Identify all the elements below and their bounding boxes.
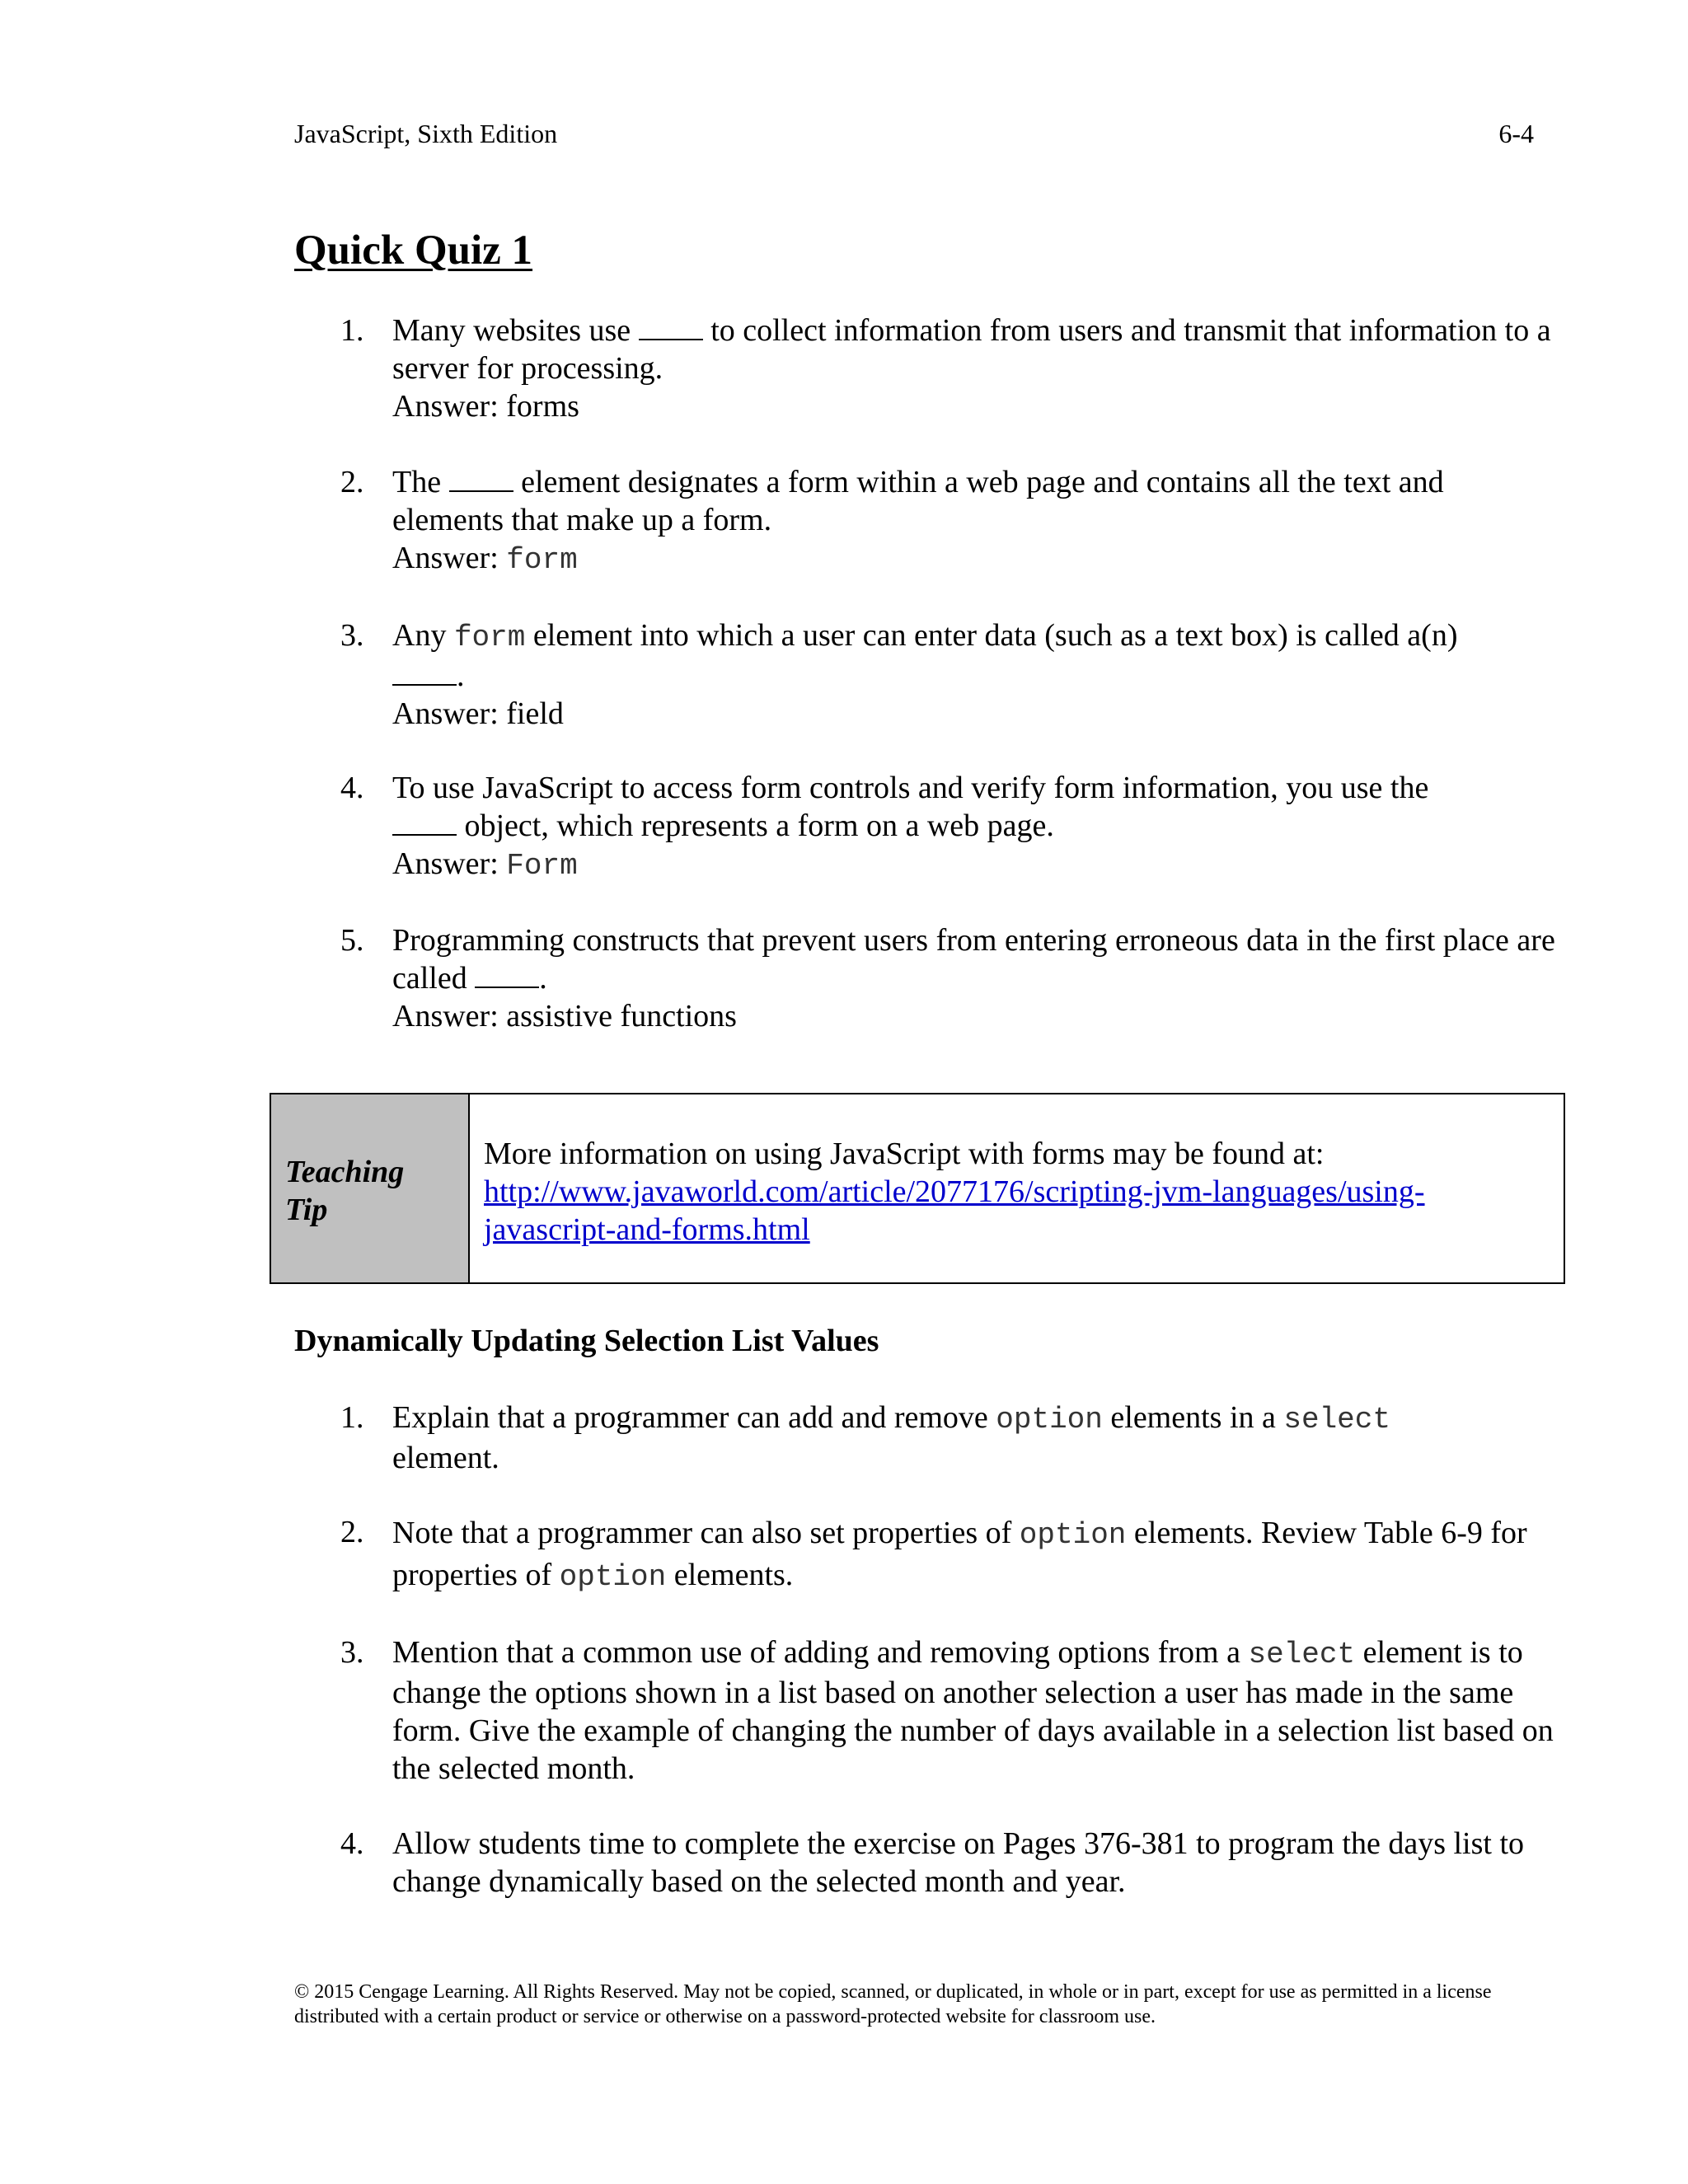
answer-label: Answer: bbox=[392, 846, 499, 881]
inline-code: select bbox=[1283, 1403, 1390, 1436]
inline-code: option bbox=[1019, 1518, 1127, 1552]
question-number: 4. bbox=[340, 771, 364, 805]
item-text: elements. bbox=[673, 1558, 794, 1592]
question-text: Many websites use bbox=[392, 313, 631, 348]
question-body bbox=[392, 616, 1563, 733]
question-text: to collect information from users and transmit that information to a server for processing. bbox=[392, 313, 1551, 386]
teaching-tip-box bbox=[270, 1093, 1565, 1284]
item-body bbox=[392, 1633, 1563, 1788]
question-body bbox=[392, 463, 1563, 579]
book-title: JavaScript, Sixth Edition bbox=[294, 119, 558, 148]
question-body bbox=[392, 769, 1563, 885]
item-body bbox=[392, 1825, 1563, 1900]
answer-label: Answer: bbox=[392, 696, 499, 731]
answer-label: Answer: bbox=[392, 999, 499, 1033]
answer-text: field bbox=[506, 696, 564, 731]
teaching-tip-label: Teaching Tip bbox=[285, 1155, 405, 1227]
item-text: element is to change the options shown in a list based on another selection a user has made in the same form. Give the example of changing the number of days available in a selection list based on the selected month. bbox=[392, 1635, 1554, 1786]
question-body bbox=[392, 921, 1563, 1035]
quiz-title: Quick Quiz 1 bbox=[294, 227, 533, 274]
question-text: element designates a form within a web page and contains all the text and elements that make up a form. bbox=[392, 465, 1444, 537]
question-text: The bbox=[392, 465, 442, 499]
item-text: Allow students time to complete the exercise on Pages 376-381 to program the days list to change dynamically based on the selected month and year. bbox=[392, 1826, 1525, 1899]
answer-label: Answer: bbox=[392, 541, 499, 575]
question-text: Programming constructs that prevent users from entering erroneous data in the first place are called bbox=[392, 923, 1555, 996]
teaching-tip-label-cell bbox=[271, 1094, 470, 1282]
inline-code: option bbox=[996, 1403, 1103, 1436]
question-text: object, which represents a form on a web page. bbox=[464, 808, 1054, 843]
question-text: Any bbox=[392, 618, 447, 653]
inline-code: form bbox=[453, 621, 526, 654]
question-number: 5. bbox=[340, 923, 364, 958]
question-number: 2. bbox=[340, 465, 364, 499]
teaching-tip-description: More information on using JavaScript with forms may be found at: bbox=[484, 1137, 1325, 1171]
teaching-tip-link[interactable]: http://www.javaworld.com/article/2077176/scripting-jvm-languages/using-javascript-and-forms.html bbox=[484, 1174, 1425, 1247]
question-number: 3. bbox=[340, 618, 364, 653]
item-number: 3. bbox=[340, 1635, 364, 1670]
item-text: element. bbox=[392, 1441, 499, 1475]
question-text: . bbox=[457, 658, 465, 693]
item-number: 1. bbox=[340, 1400, 364, 1435]
teaching-tip-content-cell bbox=[470, 1094, 1564, 1282]
inline-code: select bbox=[1248, 1638, 1356, 1671]
question-text: To use JavaScript to access form controls and verify form information, you use the bbox=[392, 771, 1429, 805]
page-number: 6-4 bbox=[1498, 119, 1534, 148]
item-number: 4. bbox=[340, 1826, 364, 1861]
item-body bbox=[392, 1513, 1563, 1597]
answer-blank bbox=[639, 314, 703, 340]
item-text: elements. Review Table 6-9 for properties of bbox=[392, 1516, 1527, 1592]
item-text: elements in a bbox=[1110, 1400, 1276, 1435]
answer-code: form bbox=[506, 543, 578, 577]
teaching-tip-text bbox=[484, 1135, 1547, 1249]
answer-blank bbox=[392, 659, 457, 686]
item-number: 2. bbox=[340, 1515, 364, 1549]
item-body bbox=[392, 1399, 1563, 1477]
question-text: element into which a user can enter data (such as a text box) is called a(n) bbox=[532, 618, 1458, 653]
answer-code: Form bbox=[506, 849, 578, 883]
answer-text: assistive functions bbox=[506, 999, 737, 1033]
inline-code: option bbox=[559, 1560, 667, 1594]
answer-blank bbox=[449, 466, 513, 492]
question-number: 1. bbox=[340, 313, 364, 348]
item-text: Explain that a programmer can add and remove bbox=[392, 1400, 988, 1435]
question-body bbox=[392, 312, 1563, 425]
answer-label: Answer: bbox=[392, 389, 499, 424]
answer-blank bbox=[475, 962, 539, 988]
item-text: Note that a programmer can also set properties of bbox=[392, 1516, 1012, 1550]
answer-blank bbox=[392, 809, 457, 836]
answer-text: forms bbox=[506, 389, 579, 424]
section-heading: Dynamically Updating Selection List Values bbox=[294, 1324, 879, 1358]
question-text: . bbox=[539, 961, 547, 996]
item-text: Mention that a common use of adding and removing options from a bbox=[392, 1635, 1240, 1670]
copyright-footer: © 2015 Cengage Learning. All Rights Reserved. May not be copied, scanned, or duplicated, in whole or in part, except for use as permitted in a license distributed with a certain product or service or otherwise on a password-protected website for classroom use. bbox=[294, 1981, 1492, 2027]
